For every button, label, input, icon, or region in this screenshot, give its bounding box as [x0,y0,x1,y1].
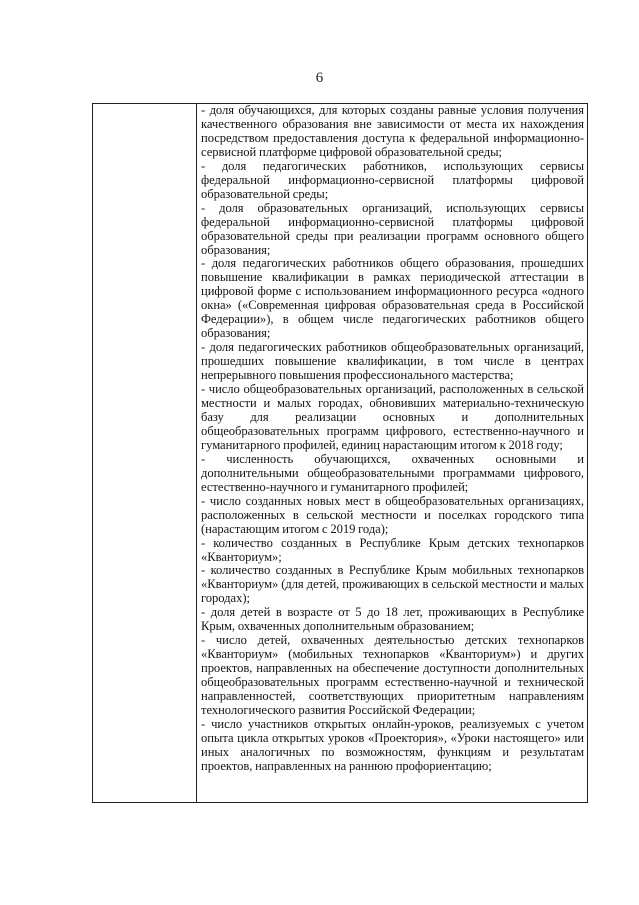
document-table [92,103,588,803]
list-item: - доля обучающихся, для которых созданы равные условия получения качественного образования вне зависимости от места их нахождения посредством предоставления доступа к федеральной информационно-сервисной платформе цифровой образовательной среды; [201,103,584,159]
list-item: - доля педагогических работников общеобразовательных организаций, прошедших повышение квалификации, в том числе в центрах непрерывного повышения профессионального мастерства; [201,340,584,383]
indicator-list [201,104,584,774]
table-row [93,104,588,803]
right-cell [197,104,588,803]
page-number: 6 [315,70,324,86]
list-item: - число участников открытых онлайн-уроков, реализуемых с учетом опыта цикла открытых уроков «Проектория», «Уроки настоящего» или иных аналогичных по возможностям, функциям и результатам проектов, направленных на раннюю профориентацию; [201,716,584,773]
list-item: - число детей, охваченных деятельностью детских технопарков «Кванториум» (мобильных технопарков «Кванториум») и других проектов, направленных на обеспечение доступности дополнительных общеобразовательных программ естественно-научной и технической направленностей, соответствующих приоритетным направлениям технологического развития Российской Федерации; [201,633,584,717]
list-item: - доля детей в возрасте от 5 до 18 лет, проживающих в Республике Крым, охваченных дополнительным образованием; [201,605,584,634]
list-item: - доля педагогических работников, использующих сервисы федеральной информационно-сервисной платформы цифровой образовательной среды; [201,158,584,201]
list-item: - доля педагогических работников общего образования, прошедших повышение квалификации в рамках периодической аттестации в цифровой форме с использованием информационного ресурса «одного окна» («Современная цифровая образовательная среда в Российской Федерации»), в общем числе педагогических работников общего образования; [201,256,584,341]
left-cell [93,104,197,803]
list-item: - число созданных новых мест в общеобразовательных организациях, расположенных в сельской местности и поселках городского типа (нарастающим итогом с 2019 года); [201,493,584,536]
list-item: - количество созданных в Республике Крым мобильных технопарков «Кванториум» (для детей, проживающих в сельской местности и малых городах); [201,563,584,606]
list-item: - количество созданных в Республике Крым детских технопарков «Кванториум»; [201,535,584,564]
list-item: - доля образовательных организаций, использующих сервисы федеральной информационно-сервисной платформы цифровой образовательной среды при реализации программ основного общего образования; [201,200,584,257]
list-item: - число общеобразовательных организаций, расположенных в сельской местности и малых городах, обновивших материально-техническую базу для реализации основных и дополнительных общеобразовательных программ цифрового, естественно-научного и гуманитарного профилей, единиц нарастающим итогом к 2018 году; [201,382,584,452]
list-item: - численность обучающихся, охваченных основными и дополнительными общеобразовательными программами цифрового, естественно-научного и гуманитарного профилей; [201,451,584,494]
